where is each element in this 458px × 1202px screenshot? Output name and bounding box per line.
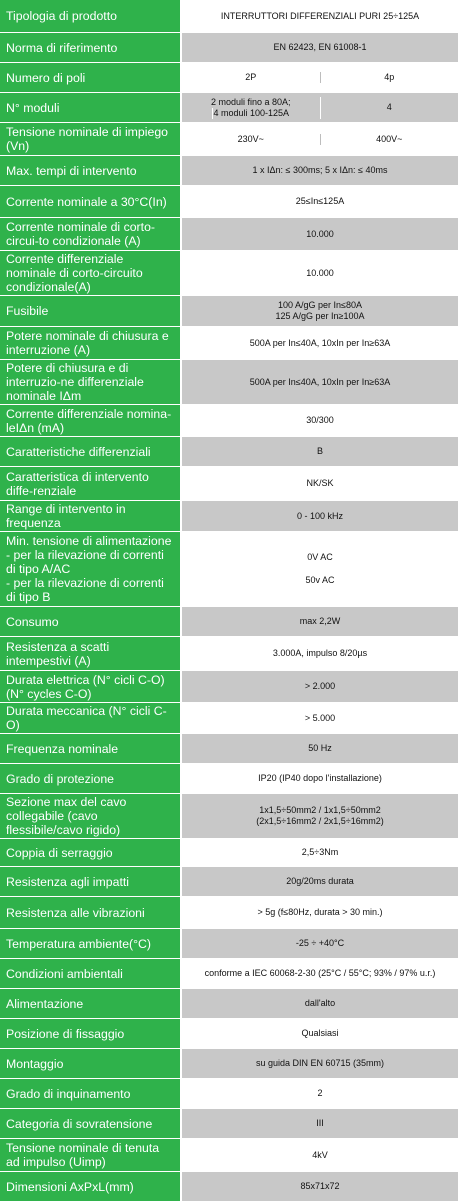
spec-label: Resistenza a scatti intempestivi (A) bbox=[0, 637, 182, 671]
spec-row bbox=[0, 501, 458, 532]
spec-row bbox=[0, 1172, 458, 1202]
spec-row bbox=[0, 764, 458, 794]
spec-label: Durata meccanica (N° cicli C-O) bbox=[0, 703, 182, 734]
spec-value: 30/300 bbox=[182, 405, 458, 437]
spec-value: 50 Hz bbox=[182, 734, 458, 764]
spec-row bbox=[0, 405, 458, 437]
spec-row bbox=[0, 1019, 458, 1049]
spec-value: > 5.000 bbox=[182, 703, 458, 734]
spec-label: Resistenza alle vibrazioni bbox=[0, 897, 182, 929]
spec-value: INTERRUTTORI DIFFERENZIALI PURI 25÷125A bbox=[182, 0, 458, 33]
spec-label: Resistenza agli impatti bbox=[0, 867, 182, 897]
spec-value: 10.000 bbox=[182, 251, 458, 296]
spec-row bbox=[0, 186, 458, 218]
spec-value: -25 ÷ +40°C bbox=[182, 929, 458, 959]
spec-value: 10.000 bbox=[182, 218, 458, 251]
spec-label: Tensione nominale di impiego (Vn) bbox=[0, 123, 182, 156]
spec-value: NK/SK bbox=[182, 467, 458, 501]
spec-value: 0 - 100 kHz bbox=[182, 501, 458, 532]
spec-value-line: 100 A/gG per In≤80A bbox=[182, 300, 458, 311]
spec-row bbox=[0, 1139, 458, 1172]
spec-label: Grado di protezione bbox=[0, 764, 182, 794]
spec-value bbox=[182, 93, 458, 123]
spec-value: 20g/20ms durata bbox=[182, 867, 458, 897]
spec-row bbox=[0, 637, 458, 671]
spec-row bbox=[0, 794, 458, 839]
spec-label: Caratteristiche differenziali bbox=[0, 437, 182, 467]
spec-label: Corrente nominale di corto-circui-to condizionale (A) bbox=[0, 218, 182, 251]
spec-row bbox=[0, 360, 458, 405]
spec-row bbox=[0, 989, 458, 1019]
spec-value bbox=[182, 296, 458, 327]
spec-label: Durata elettrica (N° cicli C-O)(N° cycles C-O) bbox=[0, 671, 182, 703]
spec-label: Sezione max del cavo collegabile (cavo flessibile/cavo rigido) bbox=[0, 794, 182, 839]
spec-value-line: 0V AC bbox=[182, 552, 458, 563]
spec-value-line: 125 A/gG per In≥100A bbox=[182, 311, 458, 322]
spec-value bbox=[182, 794, 458, 839]
spec-value: max 2,2W bbox=[182, 607, 458, 637]
spec-value-230: 230V~ bbox=[182, 134, 320, 145]
spec-value-line: (2x1,5÷16mm2 / 2x1,5÷16mm2) bbox=[182, 816, 458, 827]
spec-value bbox=[182, 123, 458, 156]
spec-row bbox=[0, 156, 458, 186]
spec-row bbox=[0, 867, 458, 897]
spec-value: 2 bbox=[182, 1079, 458, 1109]
spec-label: Norma di riferimento bbox=[0, 33, 182, 63]
spec-row bbox=[0, 607, 458, 637]
spec-value: Qualsiasi bbox=[182, 1019, 458, 1049]
spec-row bbox=[0, 63, 458, 93]
spec-label: Tipologia di prodotto bbox=[0, 0, 182, 33]
spec-row bbox=[0, 33, 458, 63]
spec-row bbox=[0, 1049, 458, 1079]
spec-value-2p: 2P bbox=[182, 72, 320, 83]
spec-row bbox=[0, 532, 458, 607]
spec-label: Consumo bbox=[0, 607, 182, 637]
spec-value: su guida DIN EN 60715 (35mm) bbox=[182, 1049, 458, 1079]
spec-value-4p: 4 bbox=[320, 97, 458, 119]
spec-value: III bbox=[182, 1109, 458, 1139]
spec-value-400: 400V~ bbox=[320, 134, 458, 145]
spec-row bbox=[0, 123, 458, 156]
spec-label: Potere di chiusura e di interruzio-ne differenziale nominale IΔm bbox=[0, 360, 182, 405]
spec-value bbox=[182, 532, 458, 607]
spec-label: Caratteristica di intervento diffe-renziale bbox=[0, 467, 182, 501]
spec-row bbox=[0, 467, 458, 501]
spec-value: 2,5÷3Nm bbox=[182, 839, 458, 867]
spec-value-line: 2 moduli fino a 80A; bbox=[211, 97, 291, 108]
spec-value: 25≤In≤125A bbox=[182, 186, 458, 218]
spec-value: EN 62423, EN 61008-1 bbox=[182, 33, 458, 63]
spec-value: B bbox=[182, 437, 458, 467]
spec-row bbox=[0, 703, 458, 734]
spec-label: Numero di poli bbox=[0, 63, 182, 93]
spec-value bbox=[182, 63, 458, 93]
spec-label: Corrente differenziale nominale di corto-circuito condizionale(A) bbox=[0, 251, 182, 296]
spec-value: > 2.000 bbox=[182, 671, 458, 703]
spec-label: Coppia di serraggio bbox=[0, 839, 182, 867]
spec-row bbox=[0, 327, 458, 360]
spec-label: Range di intervento in frequenza bbox=[0, 501, 182, 532]
spec-value: 500A per In≤40A, 10xIn per In≥63A bbox=[182, 360, 458, 405]
spec-value: conforme a IEC 60068-2-30 (25°C / 55°C; 93% / 97% u.r.) bbox=[182, 959, 458, 989]
spec-value-line: 1x1,5÷50mm2 / 1x1,5÷50mm2 bbox=[182, 805, 458, 816]
spec-label: Posizione di fissaggio bbox=[0, 1019, 182, 1049]
spec-row bbox=[0, 437, 458, 467]
spec-label: Tensione nominale di tenuta ad impulso (Uimp) bbox=[0, 1139, 182, 1172]
spec-label: Corrente nominale a 30°C(In) bbox=[0, 186, 182, 218]
spec-value: 4kV bbox=[182, 1139, 458, 1172]
spec-label: Max. tempi di intervento bbox=[0, 156, 182, 186]
spec-label: Grado di inquinamento bbox=[0, 1079, 182, 1109]
spec-label: Frequenza nominale bbox=[0, 734, 182, 764]
spec-row bbox=[0, 671, 458, 703]
spec-row bbox=[0, 218, 458, 251]
spec-label: Fusibile bbox=[0, 296, 182, 327]
spec-value: > 5g (f≤80Hz, durata > 30 min.) bbox=[182, 897, 458, 929]
spec-value-line: 50v AC bbox=[182, 575, 458, 586]
spec-value: 1 x IΔn: ≤ 300ms; 5 x IΔn: ≤ 40ms bbox=[182, 156, 458, 186]
spec-row bbox=[0, 839, 458, 867]
spec-value-4p: 4p bbox=[320, 72, 458, 83]
spec-row bbox=[0, 1079, 458, 1109]
spec-label: Temperatura ambiente(°C) bbox=[0, 929, 182, 959]
spec-row bbox=[0, 734, 458, 764]
spec-row bbox=[0, 959, 458, 989]
spec-label: Categoria di sovratensione bbox=[0, 1109, 182, 1139]
spec-row bbox=[0, 296, 458, 327]
spec-row bbox=[0, 897, 458, 929]
spec-value: 3.000A, impulso 8/20µs bbox=[182, 637, 458, 671]
spec-label: Corrente differenziale nomina-leIΔn (mA) bbox=[0, 405, 182, 437]
spec-label: Dimensioni AxPxL(mm) bbox=[0, 1172, 182, 1202]
spec-row bbox=[0, 93, 458, 123]
spec-row bbox=[0, 929, 458, 959]
spec-value: IP20 (IP40 dopo l'installazione) bbox=[182, 764, 458, 794]
spec-label: N° moduli bbox=[0, 93, 182, 123]
spec-value: dall'alto bbox=[182, 989, 458, 1019]
spec-label: Alimentazione bbox=[0, 989, 182, 1019]
spec-value: 85x71x72 bbox=[182, 1172, 458, 1202]
spec-label: Condizioni ambientali bbox=[0, 959, 182, 989]
spec-value: 500A per In≤40A, 10xIn per In≥63A bbox=[182, 327, 458, 360]
spec-label: Potere nominale di chiusura e interruzione (A) bbox=[0, 327, 182, 360]
spec-label: Montaggio bbox=[0, 1049, 182, 1079]
spec-value-line: 4 moduli 100-125A bbox=[212, 108, 289, 119]
spec-row bbox=[0, 251, 458, 296]
spec-row bbox=[0, 0, 458, 33]
spec-row bbox=[0, 1109, 458, 1139]
spec-label: Min. tensione di alimentazione - per la rilevazione di correnti di tipo A/AC - per la rilevazione di correnti di tipo B bbox=[0, 532, 182, 607]
